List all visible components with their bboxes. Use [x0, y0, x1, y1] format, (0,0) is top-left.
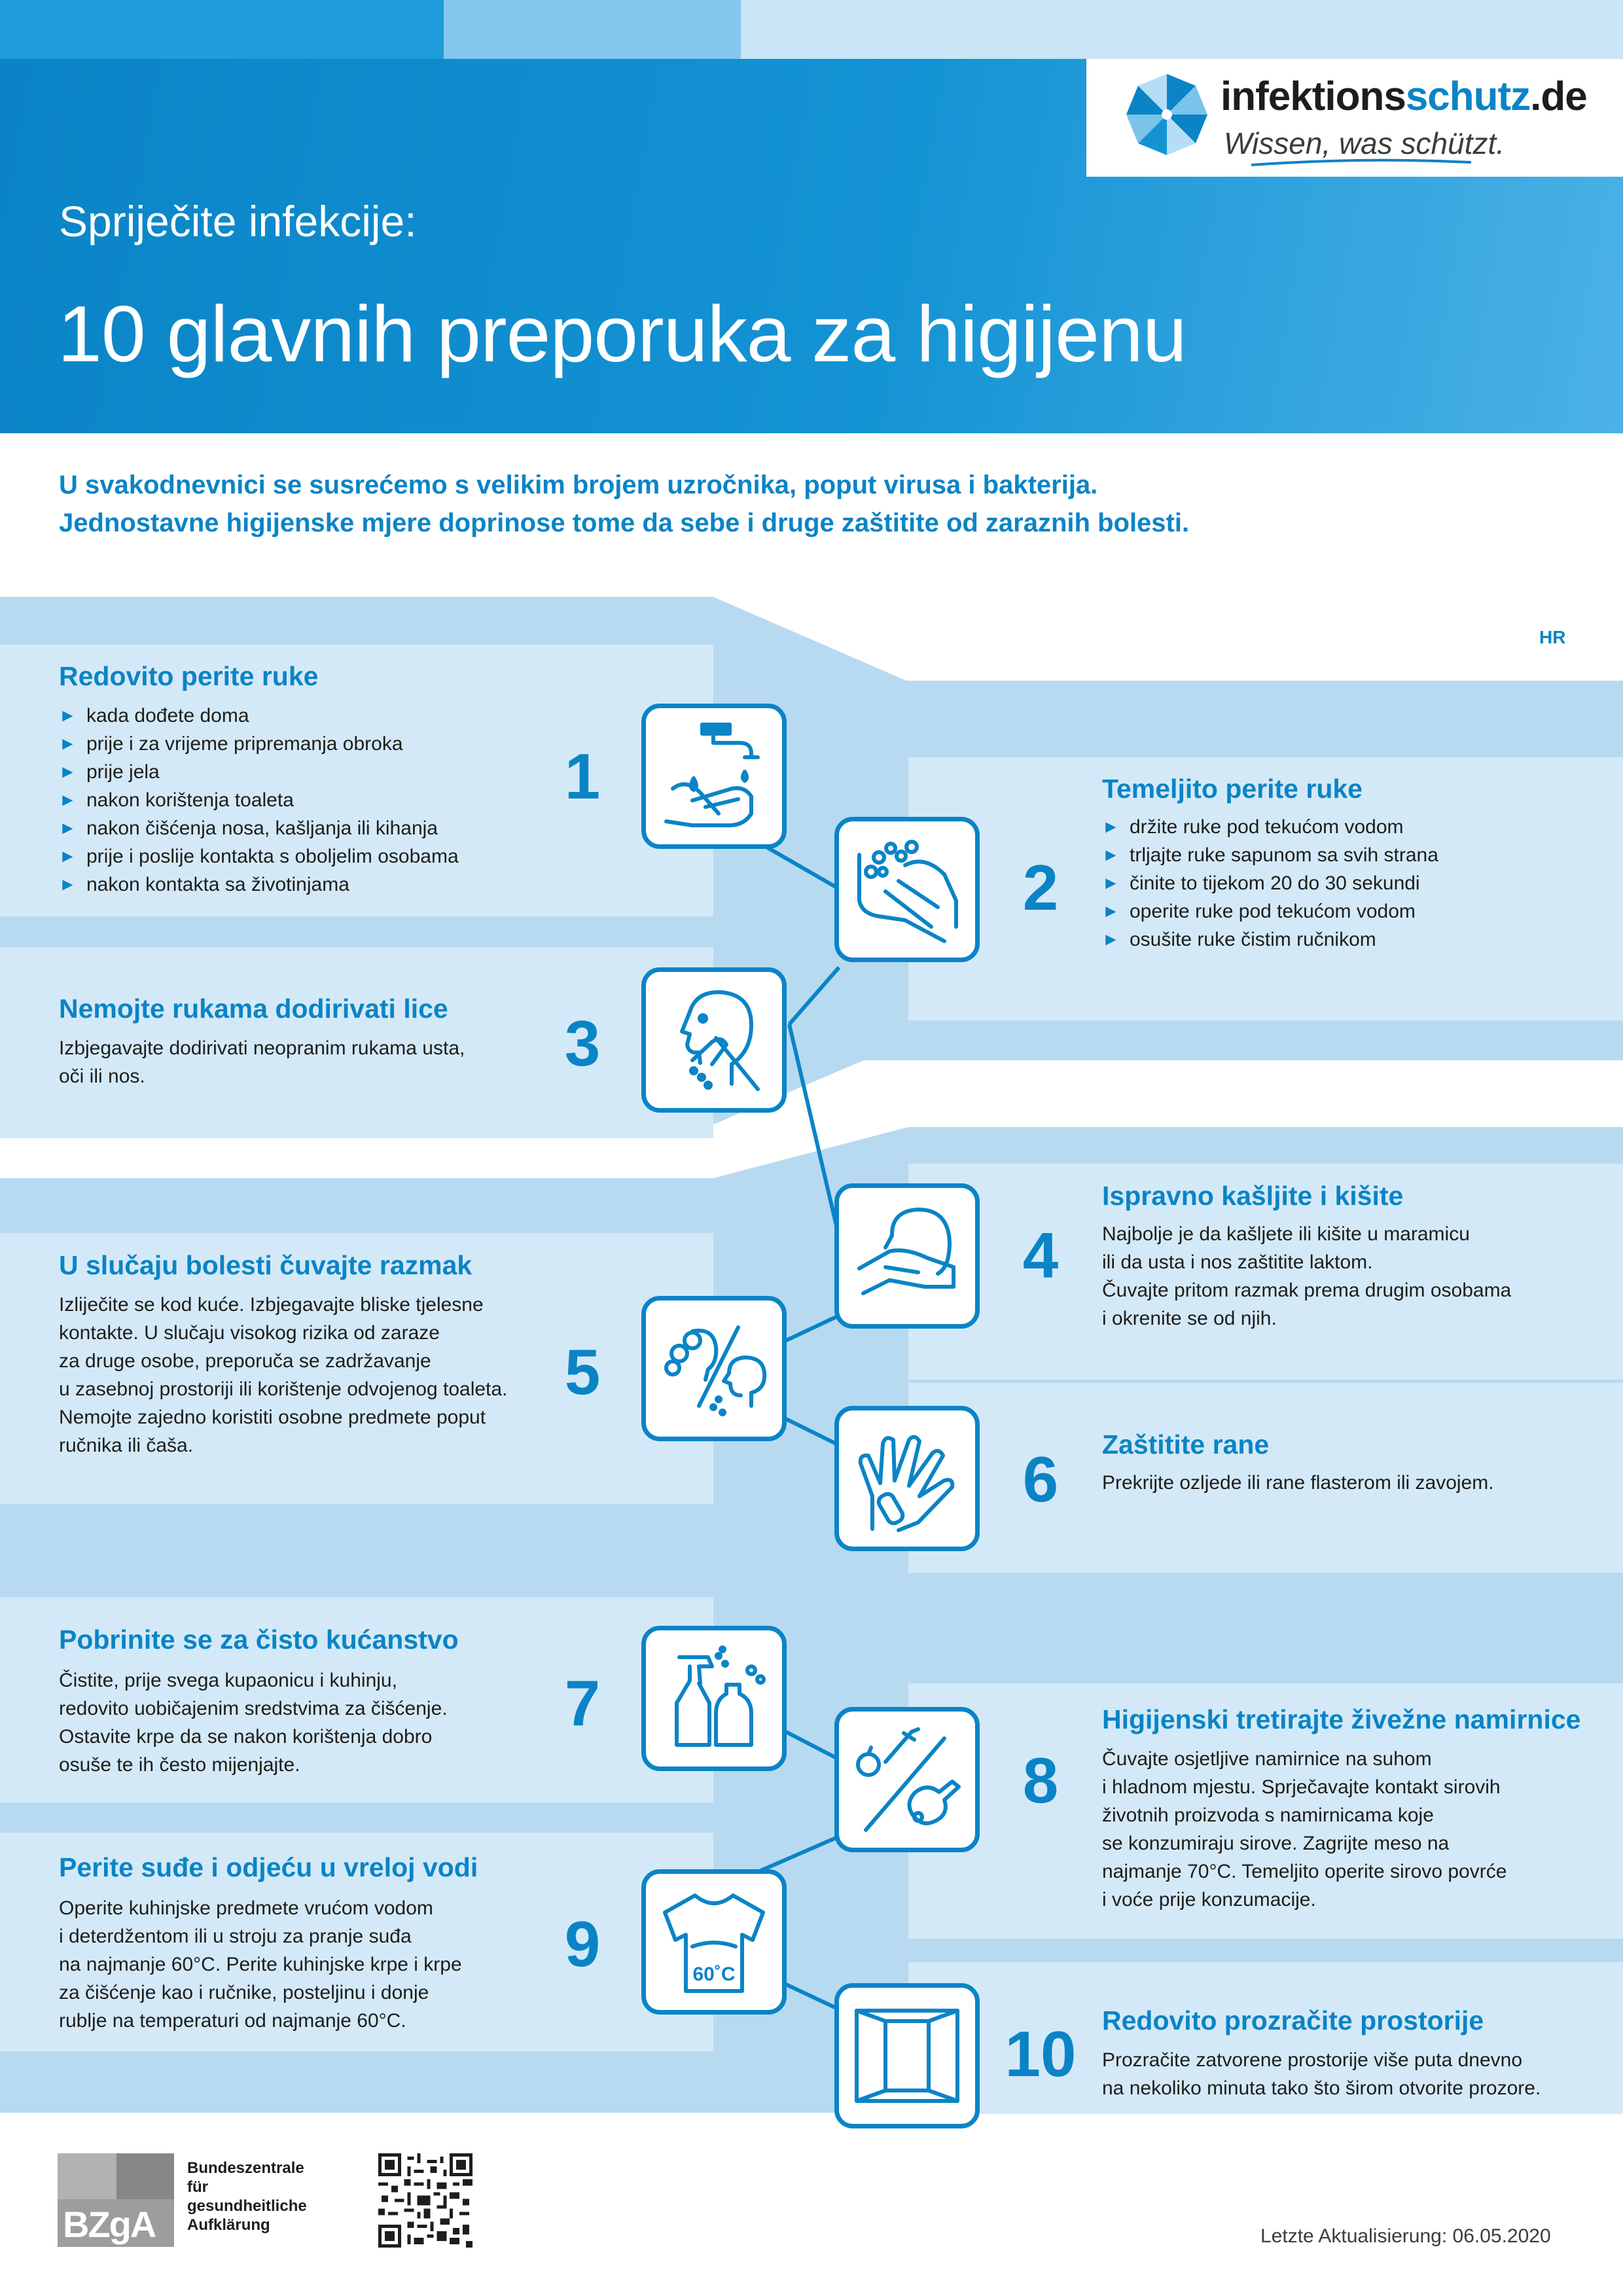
item-10-number: 10	[1005, 2018, 1077, 2090]
item-7-icon-box	[641, 1626, 787, 1771]
item-9-icon-box	[641, 1869, 787, 2015]
hand-washing-faucet-icon	[653, 715, 775, 837]
bzga-logo-text: BZgA	[63, 2204, 156, 2245]
org-line: für	[187, 2178, 208, 2196]
text-line: kontakte. U slučaju visokog rizika od zaraze	[59, 1322, 440, 1344]
item-4-number: 4	[1022, 1219, 1059, 1291]
item-6-number: 6	[1022, 1443, 1059, 1515]
item-5-title: U slučaju bolesti čuvajte razmak	[59, 1250, 473, 1280]
text-line: i deterdžentom ili u stroju za pranje suđa	[59, 1926, 412, 1947]
item-7-title: Pobrinite se za čisto kućanstvo	[59, 1624, 459, 1655]
item-5-text	[59, 1291, 507, 1460]
text-line: najmanje 70°C. Temeljito operite sirovo povrće	[1102, 1861, 1507, 1882]
item-6-title: Zaštitite rane	[1102, 1429, 1270, 1460]
page-pretitle: Spriječite infekcije:	[59, 197, 417, 245]
item-4-text	[1102, 1220, 1511, 1333]
item-7-number: 7	[564, 1667, 601, 1739]
item-1-bullets	[59, 702, 459, 899]
item-8-title: Higijenski tretirajte živežne namirnice	[1102, 1704, 1581, 1734]
text-line: Prekrijte ozljede ili rane flasterom ili zavojem.	[1102, 1472, 1494, 1494]
list-item: ► prije i poslije kontakta s oboljelim osobama	[59, 842, 459, 870]
list-item: ► prije jela	[59, 758, 459, 786]
item-8-number: 8	[1022, 1744, 1059, 1816]
item-2-bullets	[1102, 813, 1438, 954]
text-line: i voće prije konzumacije.	[1102, 1889, 1316, 1910]
list-item: ► nakon čišćenja nosa, kašljanja ili kihanja	[59, 814, 459, 842]
qr-code-icon[interactable]	[378, 2153, 473, 2248]
open-window-icon	[846, 1995, 968, 2117]
item-1-title: Redovito perite ruke	[59, 661, 319, 691]
shirt-60c-icon	[653, 1881, 775, 2003]
item-9-title: Perite suđe i odjeću u vreloj vodi	[59, 1852, 478, 1882]
item-3-text	[59, 1034, 465, 1090]
item-7-text	[59, 1666, 448, 1779]
text-line: oči ili nos.	[59, 1066, 145, 1087]
list-item: ► osušite ruke čistim ručnikom	[1102, 925, 1438, 954]
text-line: Čuvajte osjetljive namirnice na suhom	[1102, 1748, 1432, 1770]
item-6-icon-box	[834, 1406, 980, 1551]
text-line: Nemojte zajedno koristiti osobne predmete poput	[59, 1407, 486, 1428]
text-line: se konzumiraju sirove. Zagrijte meso na	[1102, 1833, 1450, 1854]
bzga-logo	[58, 2153, 174, 2247]
text-line: Operite kuhinjske predmete vrućom vodom	[59, 1897, 433, 1919]
org-line: gesundheitliche	[187, 2197, 307, 2215]
text-line: rublje na temperaturi od najmanje 60°C.	[59, 2010, 406, 2032]
item-9-text	[59, 1894, 462, 2035]
intro-line: Jednostavne higijenske mjere doprinose tome da sebe i druge zaštitite od zaraznih bolesti.	[59, 509, 1190, 537]
list-item: ► činite to tijekom 20 do 30 sekundi	[1102, 869, 1438, 897]
text-line: redovito uobičajenim sredstvima za čišćenje.	[59, 1698, 448, 1719]
text-line: Prozračite zatvorene prostorije više puta dnevno	[1102, 2049, 1523, 2071]
org-line: Aufklärung	[187, 2216, 270, 2234]
org-line: Bundeszentrale	[187, 2159, 304, 2177]
text-line: Izbjegavajte dodirivati neopranim rukama usta,	[59, 1037, 465, 1059]
food-separation-icon	[846, 1719, 968, 1840]
item-10-text	[1102, 2046, 1541, 2102]
text-line: i hladnom mjestu. Sprječavajte kontakt sirovih	[1102, 1776, 1501, 1798]
text-line: Najbolje je da kašljete ili kišite u maramicu	[1102, 1223, 1470, 1245]
item-10-title: Redovito prozračite prostorije	[1102, 2005, 1484, 2036]
item-1-number: 1	[564, 740, 601, 812]
intro-line: U svakodnevnici se susrećemo s velikim brojem uzročnika, poput virusa i bakterija.	[59, 471, 1098, 499]
list-item: ► nakon kontakta sa životinjama	[59, 870, 459, 899]
item-4-icon-box	[834, 1183, 980, 1329]
text-line: Čistite, prije svega kupaonicu i kuhinju,	[59, 1670, 397, 1691]
text-line: Čuvajte pritom razmak prema drugim osobama	[1102, 1280, 1512, 1301]
item-8-icon-box	[834, 1707, 980, 1852]
text-line: za čišćenje kao i ručnike, posteljinu i donje	[59, 1982, 429, 2003]
item-8-text	[1102, 1745, 1507, 1914]
item-3-number: 3	[564, 1007, 601, 1079]
text-line: na najmanje 60°C. Perite kuhinjske krpe i krpe	[59, 1954, 462, 1975]
text-line: za druge osobe, preporuča se zadržavanje	[59, 1350, 431, 1372]
item-10-icon-box	[834, 1983, 980, 2128]
page-title: 10 glavnih preporuka za higijenu	[58, 289, 1186, 378]
list-item: ► nakon korištenja toaleta	[59, 786, 459, 814]
item-3-title: Nemojte rukama dodirivati lice	[59, 994, 448, 1024]
text-line: Ostavite krpe da se nakon korištenja dobro	[59, 1726, 433, 1748]
text-line: Izliječite se kod kuće. Izbjegavajte bliske tjelesne	[59, 1294, 484, 1316]
text-line: i okrenite se od njih.	[1102, 1308, 1277, 1329]
text-line: životnih proizvoda s namirnicama koje	[1102, 1804, 1434, 1826]
text-line: na nekoliko minuta tako što širom otvorite prozore.	[1102, 2077, 1541, 2099]
soapy-hands-icon	[846, 829, 968, 950]
item-3-icon-box	[641, 967, 787, 1113]
item-2-number: 2	[1022, 852, 1059, 924]
logo-name: infektionsschutz.de	[1221, 74, 1587, 119]
no-face-touching-icon	[653, 979, 775, 1101]
text-line: ručnika ili čaša.	[59, 1435, 194, 1456]
keep-distance-icon	[653, 1308, 775, 1429]
item-2-title: Temeljito perite ruke	[1102, 774, 1363, 804]
shirt-temperature-label: 60˚C	[692, 1964, 736, 1985]
item-1-icon-box	[641, 704, 787, 849]
item-9-number: 9	[564, 1908, 601, 1980]
cleaning-spray-icon	[653, 1638, 775, 1759]
cough-into-elbow-icon	[846, 1195, 968, 1317]
text-line: ili da usta i nos zaštitite laktom.	[1102, 1251, 1373, 1273]
item-5-number: 5	[564, 1336, 601, 1408]
item-2-icon-box	[834, 817, 980, 962]
list-item: ► operite ruke pod tekućom vodom	[1102, 897, 1438, 925]
logo-tagline: Wissen, was schützt.	[1224, 126, 1505, 160]
last-update: Letzte Aktualisierung: 06.05.2020	[1260, 2225, 1551, 2247]
language-code: HR	[1539, 627, 1566, 647]
text-line: osuše te ih često mijenjajte.	[59, 1754, 300, 1776]
item-5-icon-box	[641, 1296, 787, 1441]
text-line: u zasebnoj prostoriji ili korištenje odvojenog toaleta.	[59, 1378, 508, 1400]
organization-name	[187, 2159, 307, 2234]
item-4-title: Ispravno kašljite i kišite	[1102, 1181, 1404, 1211]
list-item: ► prije i za vrijeme pripremanja obroka	[59, 730, 459, 758]
list-item: ► kada dođete doma	[59, 702, 459, 730]
list-item: ► trljajte ruke sapunom sa svih strana	[1102, 841, 1438, 869]
item-6-text	[1102, 1469, 1494, 1497]
bandaged-hand-icon	[846, 1418, 968, 1539]
list-item: ► držite ruke pod tekućom vodom	[1102, 813, 1438, 841]
